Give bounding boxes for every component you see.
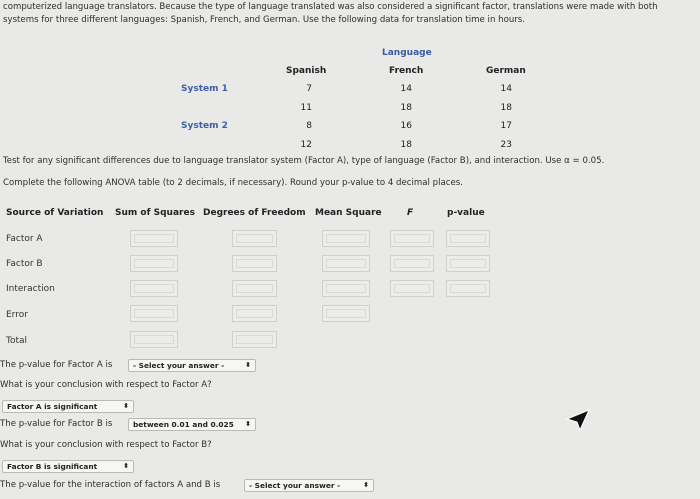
select-pvalue-factor-b-label: between 0.01 and 0.025 [133, 420, 234, 429]
select-conclusion-factor-a-label: Factor A is significant [7, 402, 98, 411]
row-total: Total [6, 336, 28, 346]
row-interaction: Interaction [6, 284, 55, 294]
mouse-pointer-icon [565, 408, 591, 432]
input-interaction-df[interactable] [232, 280, 277, 297]
q-pvalue-factor-b: The p-value for Factor B is [0, 419, 113, 429]
row-error: Error [6, 310, 28, 320]
up-down-chevron-icon: ⬍ [123, 402, 129, 410]
system-1-label: System 1 [181, 84, 228, 94]
cell-s2-german-1: 17 [500, 121, 512, 131]
input-total-ss[interactable] [130, 331, 178, 348]
input-factor-a-ms[interactable] [322, 230, 370, 247]
input-factor-b-p[interactable] [446, 255, 490, 272]
cell-s2-spanish-2: 12 [300, 140, 312, 150]
cell-s1-spanish-1: 7 [306, 84, 312, 94]
col-spanish: Spanish [286, 66, 327, 76]
input-error-ss[interactable] [130, 305, 178, 322]
cell-s1-spanish-2: 11 [300, 103, 312, 113]
select-conclusion-factor-b-label: Factor B is significant [7, 462, 98, 471]
row-factor-b: Factor B [6, 259, 43, 269]
input-factor-a-df[interactable] [232, 230, 277, 247]
input-interaction-p[interactable] [446, 280, 490, 297]
hdr-mean-square: Mean Square [315, 208, 382, 218]
complete-instruction: Complete the following ANOVA table (to 2 decimals, if necessary). Round your p-value to 4 decimal places. [3, 178, 463, 188]
select-pvalue-interaction-label: - Select your answer - [249, 481, 341, 490]
cell-s1-german-1: 14 [500, 84, 512, 94]
intro-line-2: systems for three different languages: Spanish, French, and German. Use the following data for translation time in hours. [3, 15, 526, 25]
q-conclusion-factor-b: What is your conclusion with respect to Factor B? [0, 440, 212, 450]
input-factor-a-p[interactable] [446, 230, 490, 247]
cell-s2-french-1: 16 [400, 121, 412, 131]
hdr-p-value: p-value [447, 208, 485, 218]
hdr-source: Source of Variation [6, 208, 104, 218]
select-conclusion-factor-b[interactable] [2, 460, 134, 473]
select-pvalue-factor-a[interactable] [128, 359, 256, 372]
cell-s1-german-2: 18 [500, 103, 512, 113]
intro-line-1: computerized language translators. Because the type of language translated was also considered a significant factor, translations were made with both [3, 2, 658, 12]
test-instruction: Test for any significant differences due to language translator system (Factor A), type of language (Factor B), and interaction. Use α = 0.05. [3, 156, 605, 166]
input-factor-b-ms[interactable] [322, 255, 370, 272]
up-down-chevron-icon: ⬍ [123, 462, 129, 470]
hdr-sum-squares: Sum of Squares [115, 208, 195, 218]
select-pvalue-factor-a-label: - Select your answer - [133, 361, 225, 370]
language-header: Language [382, 48, 432, 58]
col-german: German [486, 66, 526, 76]
hdr-f: F [407, 208, 414, 218]
select-pvalue-interaction[interactable] [244, 479, 374, 492]
input-factor-b-ss[interactable] [130, 255, 178, 272]
select-pvalue-factor-b[interactable] [128, 418, 256, 431]
input-interaction-ms[interactable] [322, 280, 370, 297]
cell-s2-french-2: 18 [400, 140, 412, 150]
cell-s2-spanish-1: 8 [306, 121, 312, 131]
up-down-chevron-icon: ⬍ [245, 420, 251, 428]
q-pvalue-interaction: The p-value for the interaction of factors A and B is [0, 480, 221, 490]
hdr-degrees-freedom: Degrees of Freedom [203, 208, 306, 218]
col-french: French [389, 66, 424, 76]
input-error-ms[interactable] [322, 305, 370, 322]
row-factor-a: Factor A [6, 234, 43, 244]
input-factor-a-ss[interactable] [130, 230, 178, 247]
q-conclusion-factor-a: What is your conclusion with respect to Factor A? [0, 380, 212, 390]
select-conclusion-factor-a[interactable] [2, 400, 134, 413]
input-interaction-f[interactable] [390, 280, 434, 297]
input-interaction-ss[interactable] [130, 280, 178, 297]
up-down-chevron-icon: ⬍ [363, 481, 369, 489]
cell-s1-french-1: 14 [400, 84, 412, 94]
input-total-df[interactable] [232, 331, 277, 348]
input-factor-b-df[interactable] [232, 255, 277, 272]
cell-s1-french-2: 18 [400, 103, 412, 113]
input-factor-b-f[interactable] [390, 255, 434, 272]
input-factor-a-f[interactable] [390, 230, 434, 247]
cell-s2-german-2: 23 [500, 140, 512, 150]
input-error-df[interactable] [232, 305, 277, 322]
up-down-chevron-icon: ⬍ [245, 361, 251, 369]
q-pvalue-factor-a: The p-value for Factor A is [0, 360, 113, 370]
system-2-label: System 2 [181, 121, 228, 131]
